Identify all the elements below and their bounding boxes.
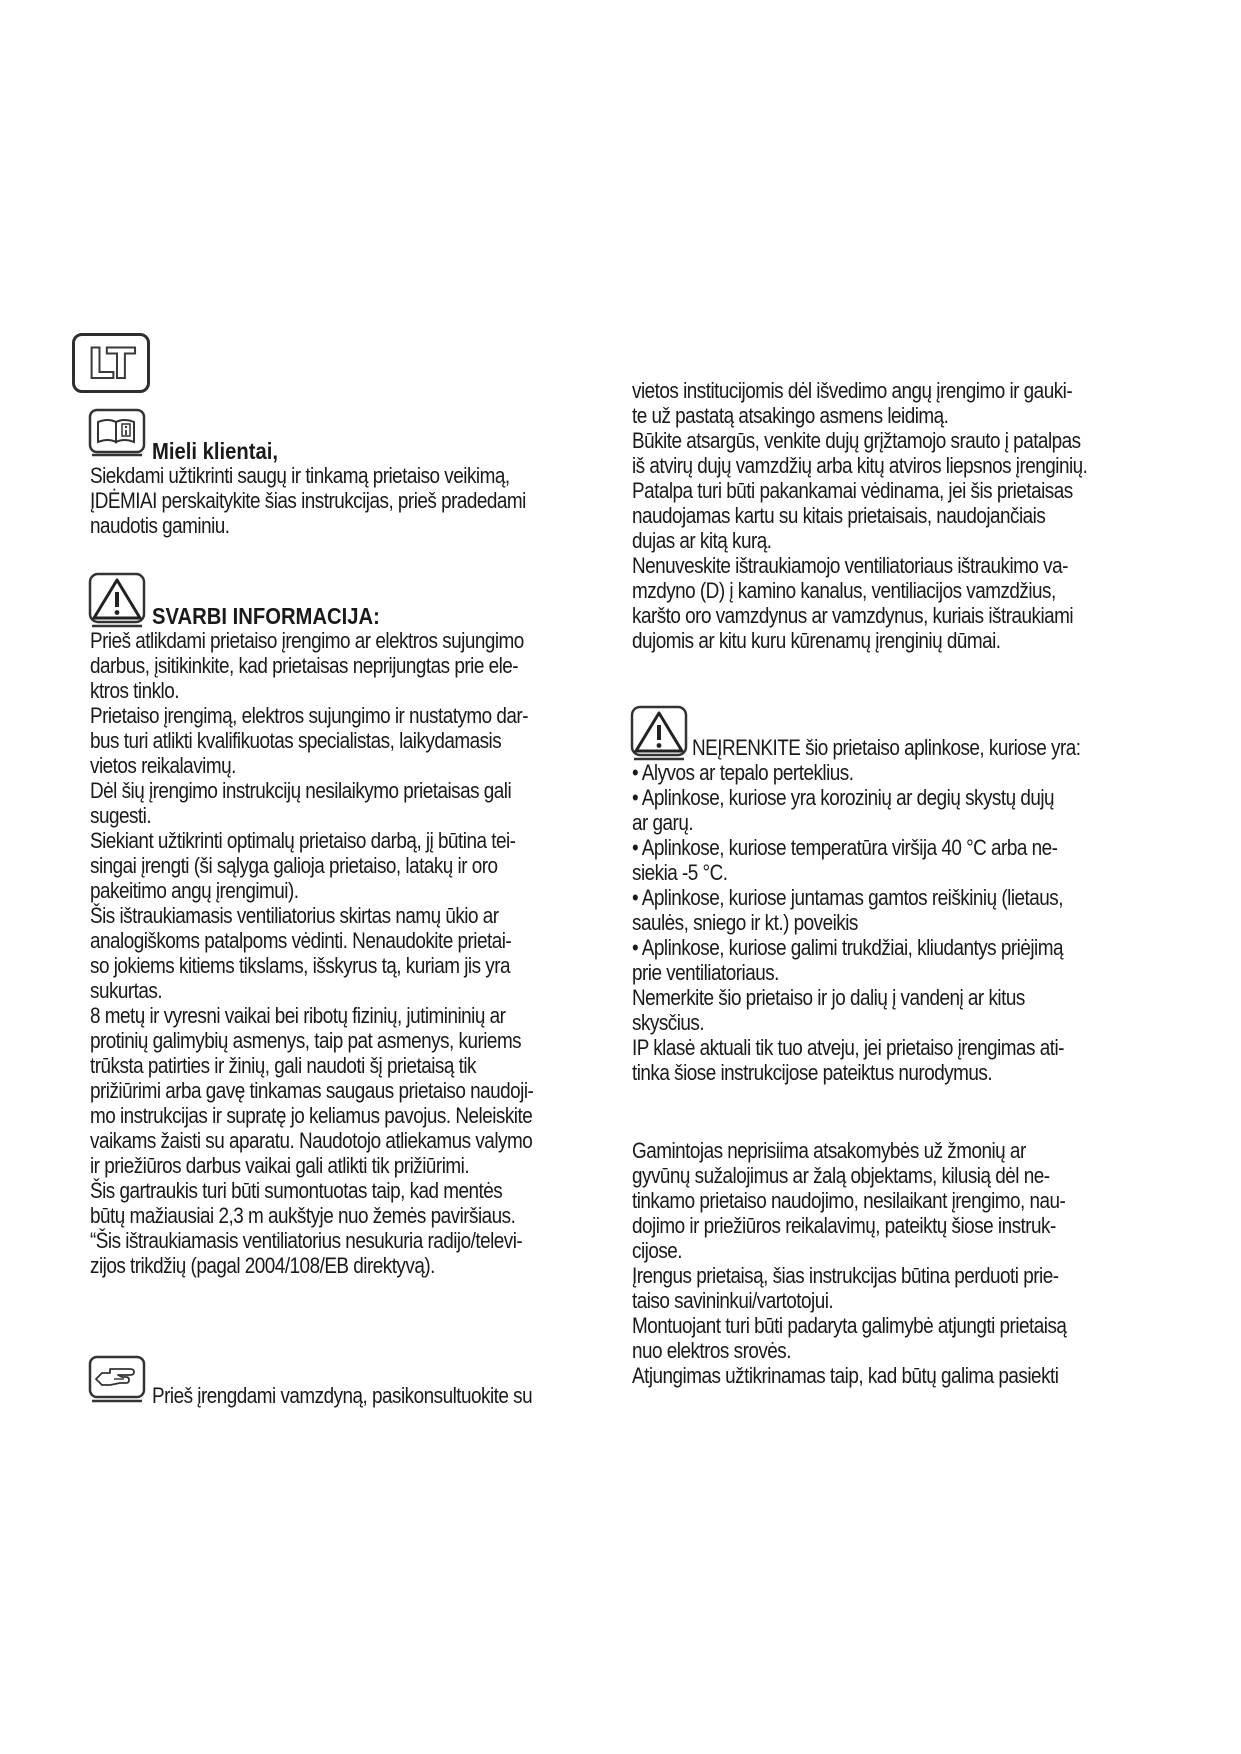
text-line: skysčius. <box>632 1010 705 1035</box>
language-code: LT <box>87 338 135 388</box>
text-line: Nemerkite šio prietaiso ir jo dalių į vandenį ar kitus <box>632 985 1025 1010</box>
list-item: prie ventiliatoriaus. <box>632 960 779 985</box>
pointing-hand-icon <box>88 1355 146 1405</box>
list-item: ar garų. <box>632 810 694 835</box>
text-line: “Šis ištraukiamasis ventiliatorius nesukuria radijo/televi- <box>90 1228 523 1253</box>
text-line: dojimo ir priežiūros reikalavimų, pateiktų šiose instruk- <box>632 1213 1056 1238</box>
do-not-install-heading <box>692 735 1144 760</box>
text-line: taiso savininkui/vartotojui. <box>632 1288 834 1313</box>
text-line: cijose. <box>632 1238 683 1263</box>
text-line: Patalpa turi būti pakankamai vėdinama, jei šis prietaisas <box>632 478 1073 503</box>
text-line: naudotis gaminiu. <box>90 513 230 538</box>
greeting-paragraph <box>90 463 615 538</box>
text-line: vietos institucijomis dėl išvedimo angų įrengimo ir gauki- <box>632 378 1073 403</box>
text-line: Įrengus prietaisą, šias instrukcijas būtina perduoti prie- <box>632 1263 1059 1288</box>
text-line: vaikams žaisti su aparatu. Naudotojo atliekamus valymo <box>90 1128 533 1153</box>
text-line: ir priežiūros darbus vaikai gali atlikti tik prižiūrimi. <box>90 1153 470 1178</box>
text-line: prižiūrimi arba gavę tinkamas saugaus prietaiso naudoji- <box>90 1078 534 1103</box>
list-item: saulės, sniego ir kt.) poveikis <box>632 910 858 935</box>
consult-note <box>152 1383 594 1408</box>
language-badge <box>72 333 150 393</box>
text-line: trūksta patirties ir žinių, gali naudoti šį prietaisą tik <box>90 1053 476 1078</box>
list-item: • Aplinkose, kuriose juntamas gamtos reiškinių (lietaus, <box>632 885 1063 910</box>
list-item: • Aplinkose, kuriose yra korozinių ar degių skystų dujų <box>632 785 1055 810</box>
list-item: siekia -5 °C. <box>632 860 728 885</box>
text-line: mo instrukcijas ir supratę jo keliamus pavojus. Neleiskite <box>90 1103 533 1128</box>
text-line: ĮDĖMIAI perskaitykite šias instrukcijas, prieš pradedami <box>90 488 526 513</box>
text-line: Gamintojas neprisiima atsakomybės už žmonių ar <box>632 1138 1026 1163</box>
text-line: zijos trikdžių (pagal 2004/108/EB direktyvą). <box>90 1253 435 1278</box>
text-line: būtų mažiausiai 2,3 m aukštyje nuo žemės paviršiaus. <box>90 1203 516 1228</box>
text-line: te už pastatą atsakingo asmens leidimą. <box>632 403 949 428</box>
text-line: analogiškoms patalpoms vėdinti. Nenaudokite prietai- <box>90 928 512 953</box>
text-line: Šis ištraukiamasis ventiliatorius skirtas namų ūkio ar <box>90 903 499 928</box>
text-line: IP klasė aktuali tik tuo atveju, jei prietaiso įrengimas ati- <box>632 1035 1064 1060</box>
important-paragraph <box>90 628 615 1278</box>
text-line: nuo elektros srovės. <box>632 1338 791 1363</box>
text-line: Dėl šių įrengimo instrukcijų nesilaikymo prietaisas gali <box>90 778 512 803</box>
list-item: • Aplinkose, kuriose temperatūra viršija 40 °C arba ne- <box>632 835 1058 860</box>
text-line: bus turi atlikti kvalifikuotas specialistas, laikydamasis <box>90 728 502 753</box>
greeting-heading: Mieli klientai, <box>152 438 278 464</box>
text-line: ktros tinklo. <box>90 678 179 703</box>
liability-paragraph <box>632 1138 1157 1388</box>
text-line: iš atvirų dujų vamzdžių arba kitų atviros liepsnos įrenginių. <box>632 453 1088 478</box>
warning-triangle-icon <box>88 572 146 630</box>
text-line: Šis gartraukis turi būti sumontuotas taip, kad mentės <box>90 1178 503 1203</box>
text-line: Atjungimas užtikrinamas taip, kad būtų galima pasiekti <box>632 1363 1059 1388</box>
text-line: gyvūnų sužalojimus ar žalą objektams, kilusią dėl ne- <box>632 1163 1050 1188</box>
text-line: naudojamas kartu su kitais prietaisais, naudojančiais <box>632 503 1046 528</box>
text-line: vietos reikalavimų. <box>90 753 236 778</box>
text-line: karšto oro vamzdynus ar vamzdynus, kuriais ištraukiami <box>632 603 1074 628</box>
text-line: 8 metų ir vyresni vaikai bei ribotų fizinių, jutimininių ar <box>90 1003 506 1028</box>
important-heading: SVARBI INFORMACIJA: <box>152 603 380 629</box>
text-line: Nenuveskite ištraukiamojo ventiliatoriaus ištraukimo va- <box>632 553 1068 578</box>
text-line: Siekiant užtikrinti optimalų prietaiso darbą, jį būtina tei- <box>90 828 516 853</box>
text-line: tinka šiose instrukcijose pateiktus nurodymus. <box>632 1060 993 1085</box>
text-line: pakeitimo angų įrengimui). <box>90 878 299 903</box>
text-line: dujomis ar kitu kuru kūrenamų įrenginių dūmai. <box>632 628 1001 653</box>
warning-triangle-icon <box>630 705 688 763</box>
text-line: protinių galimybių asmenys, taip pat asmenys, kuriems <box>90 1028 522 1053</box>
text-line: sugesti. <box>90 803 152 828</box>
text-line: so jokiems kitiems tikslams, išskyrus tą, kuriam jis yra <box>90 953 511 978</box>
text-line: singai įrengti (ši sąlyga galioja prietaiso, latakų ir oro <box>90 853 498 878</box>
text-line: NEĮRENKITE šio prietaiso aplinkose, kuriose yra: <box>692 735 1081 760</box>
text-line: sukurtas. <box>90 978 163 1003</box>
text-line: Prieš įrengdami vamzdyną, pasikonsultuokite su <box>152 1383 533 1408</box>
list-item: • Aplinkose, kuriose galimi trukdžiai, kliudantys priėjimą <box>632 935 1063 960</box>
text-line: Prieš atlikdami prietaiso įrengimo ar elektros sujungimo <box>90 628 524 653</box>
text-line: Prietaiso įrengimą, elektros sujungimo ir nustatymo dar- <box>90 703 528 728</box>
text-line: mzdyno (D) į kamino kanalus, ventiliacijos vamzdžius, <box>632 578 1056 603</box>
text-line: Būkite atsargūs, venkite dujų grįžtamojo srauto į patalpas <box>632 428 1081 453</box>
text-line: Siekdami užtikrinti saugų ir tinkamą prietaiso veikimą, <box>90 463 510 488</box>
text-line: darbus, įsitikinkite, kad prietaisas neprijungtas prie ele- <box>90 653 519 678</box>
text-line: dujas ar kitą kurą. <box>632 528 772 553</box>
text-line: Montuojant turi būti padaryta galimybė atjungti prietaisą <box>632 1313 1067 1338</box>
right-intro-paragraph <box>632 378 1157 653</box>
do-not-install-list <box>632 760 1157 1085</box>
book-info-icon <box>88 408 146 458</box>
text-line: tinkamo prietaiso naudojimo, nesilaikant įrengimo, nau- <box>632 1188 1066 1213</box>
list-item: • Alyvos ar tepalo perteklius. <box>632 760 854 785</box>
